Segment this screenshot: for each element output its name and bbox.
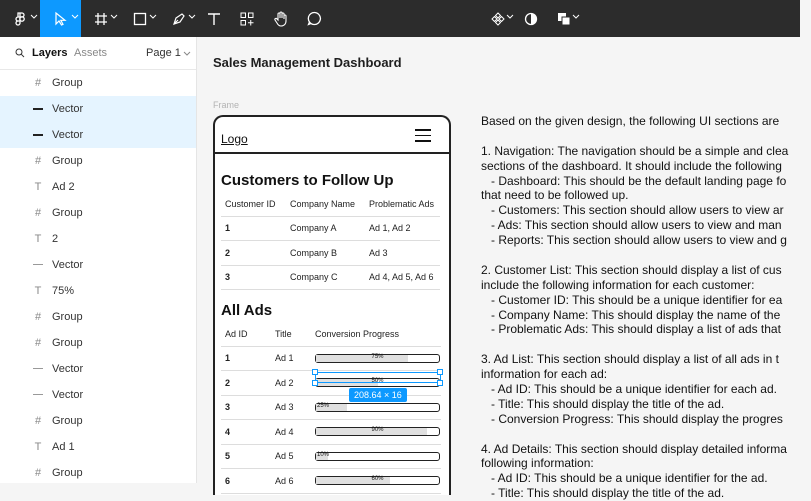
selection-box[interactable] bbox=[315, 372, 441, 383]
resources-icon[interactable] bbox=[230, 0, 264, 37]
text-icon: T bbox=[34, 233, 42, 245]
layer-item[interactable] bbox=[0, 200, 196, 226]
layer-item[interactable] bbox=[0, 434, 196, 460]
text-icon: T bbox=[34, 441, 42, 453]
layer-label: Vector bbox=[52, 363, 84, 375]
progress-cell bbox=[311, 444, 441, 469]
layer-label: Vector bbox=[52, 389, 84, 401]
vector-icon bbox=[32, 129, 44, 141]
layer-label: Vector bbox=[52, 259, 84, 271]
column-header: Title bbox=[271, 322, 311, 346]
ad-title-cell: Ad 5 bbox=[271, 444, 311, 469]
layer-item[interactable] bbox=[0, 252, 196, 278]
layer-item[interactable] bbox=[0, 122, 196, 148]
description-line: information for each ad: bbox=[481, 367, 608, 382]
progress-label: 25% bbox=[317, 402, 330, 409]
page-selector-label: Page 1 bbox=[146, 47, 181, 59]
vector-icon bbox=[32, 389, 44, 401]
progress-cell bbox=[311, 346, 441, 371]
ad-id-cell: 3 bbox=[221, 395, 271, 420]
frame-icon: # bbox=[34, 337, 42, 349]
table-row bbox=[221, 469, 441, 494]
layer-item[interactable] bbox=[0, 304, 196, 330]
layer-item[interactable] bbox=[0, 278, 196, 304]
resize-handle[interactable] bbox=[312, 369, 318, 375]
description-line: following information: bbox=[481, 456, 594, 471]
frame-icon: # bbox=[34, 467, 42, 479]
description-line: - Ad ID: This should be a unique identifier for each ad. bbox=[481, 382, 777, 397]
description-line: - Problematic Ads: This should display a list of ads that bbox=[481, 322, 781, 337]
layer-label: Group bbox=[52, 467, 83, 479]
table-row bbox=[221, 395, 441, 420]
figma-menu-icon[interactable] bbox=[0, 0, 40, 37]
table-cell: Ad 3 bbox=[365, 241, 440, 266]
move-tool-icon[interactable] bbox=[40, 0, 81, 37]
layer-item[interactable] bbox=[0, 330, 196, 356]
description-line: sections of the dashboard. It should include the following bbox=[481, 158, 782, 173]
layer-item[interactable] bbox=[0, 460, 196, 486]
description-line: - Dashboard: This should be the default landing page fo bbox=[481, 173, 787, 188]
layer-item[interactable] bbox=[0, 174, 196, 200]
layer-item[interactable] bbox=[0, 148, 196, 174]
description-line: 4. Ad Details: This section should display detailed informa bbox=[481, 441, 787, 456]
progress-bar[interactable] bbox=[315, 452, 440, 461]
table-cell: 2 bbox=[221, 241, 286, 266]
layer-label: Group bbox=[52, 415, 83, 427]
toolbar bbox=[0, 0, 800, 37]
table-row bbox=[221, 444, 441, 469]
description-line: - Customer ID: This should be a unique identifier for ea bbox=[481, 292, 783, 307]
logo: Logo bbox=[221, 132, 248, 146]
text-icon: T bbox=[34, 285, 42, 297]
frame-icon: # bbox=[34, 415, 42, 427]
progress-label: 10% bbox=[317, 451, 330, 458]
resize-handle[interactable] bbox=[312, 380, 318, 386]
description-line: - Ad ID: This should be a unique identifier for the ad. bbox=[481, 471, 768, 486]
layer-label: Ad 1 bbox=[52, 441, 75, 453]
progress-cell bbox=[311, 469, 441, 494]
progress-bar[interactable] bbox=[315, 427, 440, 436]
description-line: - Title: This should display the title of the ad. bbox=[481, 486, 725, 501]
table-row bbox=[221, 241, 440, 266]
table-row bbox=[221, 420, 441, 445]
ad-title-cell: Ad 1 bbox=[271, 346, 311, 371]
ad-title-cell: Ad 4 bbox=[271, 420, 311, 445]
description-line: that need to be followed up. bbox=[481, 188, 629, 203]
layer-label: Group bbox=[52, 77, 83, 89]
column-header: Conversion Progress bbox=[311, 322, 441, 346]
layer-label: Group bbox=[52, 311, 83, 323]
table-cell: Company A bbox=[286, 216, 365, 241]
customers-table bbox=[221, 192, 440, 290]
table-cell: 3 bbox=[221, 265, 286, 290]
chevron-down-icon bbox=[184, 52, 190, 56]
progress-label: 90% bbox=[371, 427, 384, 434]
description-text[interactable] bbox=[481, 114, 811, 501]
ad-id-cell: 5 bbox=[221, 444, 271, 469]
progress-label: 60% bbox=[371, 476, 384, 483]
description-line: 1. Navigation: The navigation should be a simple and clea bbox=[481, 143, 789, 158]
resize-handle[interactable] bbox=[437, 369, 443, 375]
column-header: Customer ID bbox=[221, 192, 286, 216]
frame-tool-icon[interactable] bbox=[81, 0, 120, 37]
ads-table bbox=[221, 322, 441, 494]
description-line: 2. Customer List: This section should display a list of cus bbox=[481, 262, 782, 277]
column-header: Company Name bbox=[286, 192, 365, 216]
ad-title-cell: Ad 3 bbox=[271, 395, 311, 420]
layer-item[interactable] bbox=[0, 382, 196, 408]
table-row bbox=[221, 265, 440, 290]
comment-icon[interactable] bbox=[297, 0, 331, 37]
frame-icon: # bbox=[34, 77, 42, 89]
layer-item[interactable] bbox=[0, 226, 196, 252]
ad-id-cell: 1 bbox=[221, 346, 271, 371]
ad-id-cell: 6 bbox=[221, 469, 271, 494]
layer-label: Ad 2 bbox=[52, 181, 75, 193]
table-cell: Company B bbox=[286, 241, 365, 266]
text-tool-icon[interactable] bbox=[198, 0, 230, 37]
resize-handle[interactable] bbox=[437, 380, 443, 386]
text-icon: T bbox=[34, 181, 42, 193]
mobile-frame[interactable] bbox=[213, 115, 451, 495]
description-line: - Customers: This section should allow users to view ar bbox=[481, 203, 784, 218]
description-line bbox=[481, 427, 811, 442]
frame-icon: # bbox=[34, 155, 42, 167]
description-line: - Conversion Progress: This should display the progres bbox=[481, 411, 783, 426]
ad-id-cell: 4 bbox=[221, 420, 271, 445]
frame-label[interactable]: Frame bbox=[213, 100, 240, 110]
description-line: - Title: This should display the title of the ad. bbox=[481, 396, 725, 411]
shape-tool-icon[interactable] bbox=[120, 0, 159, 37]
layer-label: Group bbox=[52, 207, 83, 219]
table-cell: Ad 4, Ad 5, Ad 6 bbox=[365, 265, 440, 290]
table-cell: Company C bbox=[286, 265, 365, 290]
column-header: Problematic Ads bbox=[365, 192, 440, 216]
hamburger-menu-icon[interactable] bbox=[415, 129, 431, 146]
hand-tool-icon[interactable] bbox=[264, 0, 297, 37]
table-row bbox=[221, 216, 440, 241]
progress-bar[interactable] bbox=[315, 476, 440, 485]
description-line bbox=[481, 129, 811, 144]
component-icon[interactable] bbox=[480, 0, 516, 37]
progress-bar[interactable] bbox=[315, 354, 440, 363]
layer-label: Vector bbox=[52, 103, 84, 115]
page-selector[interactable] bbox=[146, 47, 190, 59]
tab-layers[interactable]: Layers bbox=[32, 47, 68, 59]
layer-label: 75% bbox=[52, 285, 75, 297]
contrast-icon[interactable] bbox=[516, 0, 546, 37]
layer-label: Group bbox=[52, 155, 83, 167]
progress-label: 50% bbox=[371, 378, 384, 385]
ad-id-cell: 2 bbox=[221, 371, 271, 396]
column-header: Ad ID bbox=[221, 322, 271, 346]
mobile-header bbox=[215, 117, 449, 154]
layers-panel bbox=[0, 37, 197, 483]
panel-tabs bbox=[0, 37, 196, 70]
description-line bbox=[481, 337, 811, 352]
layer-item[interactable] bbox=[0, 96, 196, 122]
ad-title-cell: Ad 6 bbox=[271, 469, 311, 494]
layer-list bbox=[0, 70, 196, 486]
page-title: Sales Management Dashboard bbox=[213, 55, 402, 70]
frame-icon: # bbox=[34, 207, 42, 219]
description-line: Based on the given design, the following UI sections are bbox=[481, 114, 780, 128]
description-line: - Ads: This section should allow users to view and man bbox=[481, 218, 782, 233]
ads-section-title: All Ads bbox=[221, 302, 273, 319]
vector-icon bbox=[32, 259, 44, 271]
frame-icon: # bbox=[34, 311, 42, 323]
vector-icon bbox=[32, 103, 44, 115]
table-cell: 1 bbox=[221, 216, 286, 241]
tab-assets[interactable]: Assets bbox=[74, 47, 108, 59]
dimension-label: 208.64 × 16 bbox=[349, 388, 407, 402]
boolean-icon[interactable] bbox=[546, 0, 582, 37]
search-icon[interactable] bbox=[15, 48, 25, 58]
table-row bbox=[221, 346, 441, 371]
layer-item[interactable] bbox=[0, 356, 196, 382]
progress-bar[interactable] bbox=[315, 403, 440, 412]
description-line: include the following information for each customer: bbox=[481, 277, 755, 292]
progress-cell bbox=[311, 420, 441, 445]
table-cell: Ad 1, Ad 2 bbox=[365, 216, 440, 241]
layer-item[interactable] bbox=[0, 70, 196, 96]
pen-tool-icon[interactable] bbox=[159, 0, 198, 37]
canvas[interactable] bbox=[197, 37, 800, 501]
description-line bbox=[481, 248, 811, 263]
ad-title-cell: Ad 2 bbox=[271, 371, 311, 396]
description-line: - Company Name: This should display the name of the bbox=[481, 307, 781, 322]
description-line: 3. Ad List: This section should display a list of all ads in t bbox=[481, 352, 779, 367]
vector-icon bbox=[32, 363, 44, 375]
layer-label: Vector bbox=[52, 129, 84, 141]
progress-label: 75% bbox=[371, 353, 384, 360]
layer-label: Group bbox=[52, 337, 83, 349]
customers-section-title: Customers to Follow Up bbox=[221, 172, 394, 189]
description-line: - Reports: This section should allow users to view and g bbox=[481, 233, 787, 248]
layer-label: 2 bbox=[52, 233, 59, 245]
layer-item[interactable] bbox=[0, 408, 196, 434]
